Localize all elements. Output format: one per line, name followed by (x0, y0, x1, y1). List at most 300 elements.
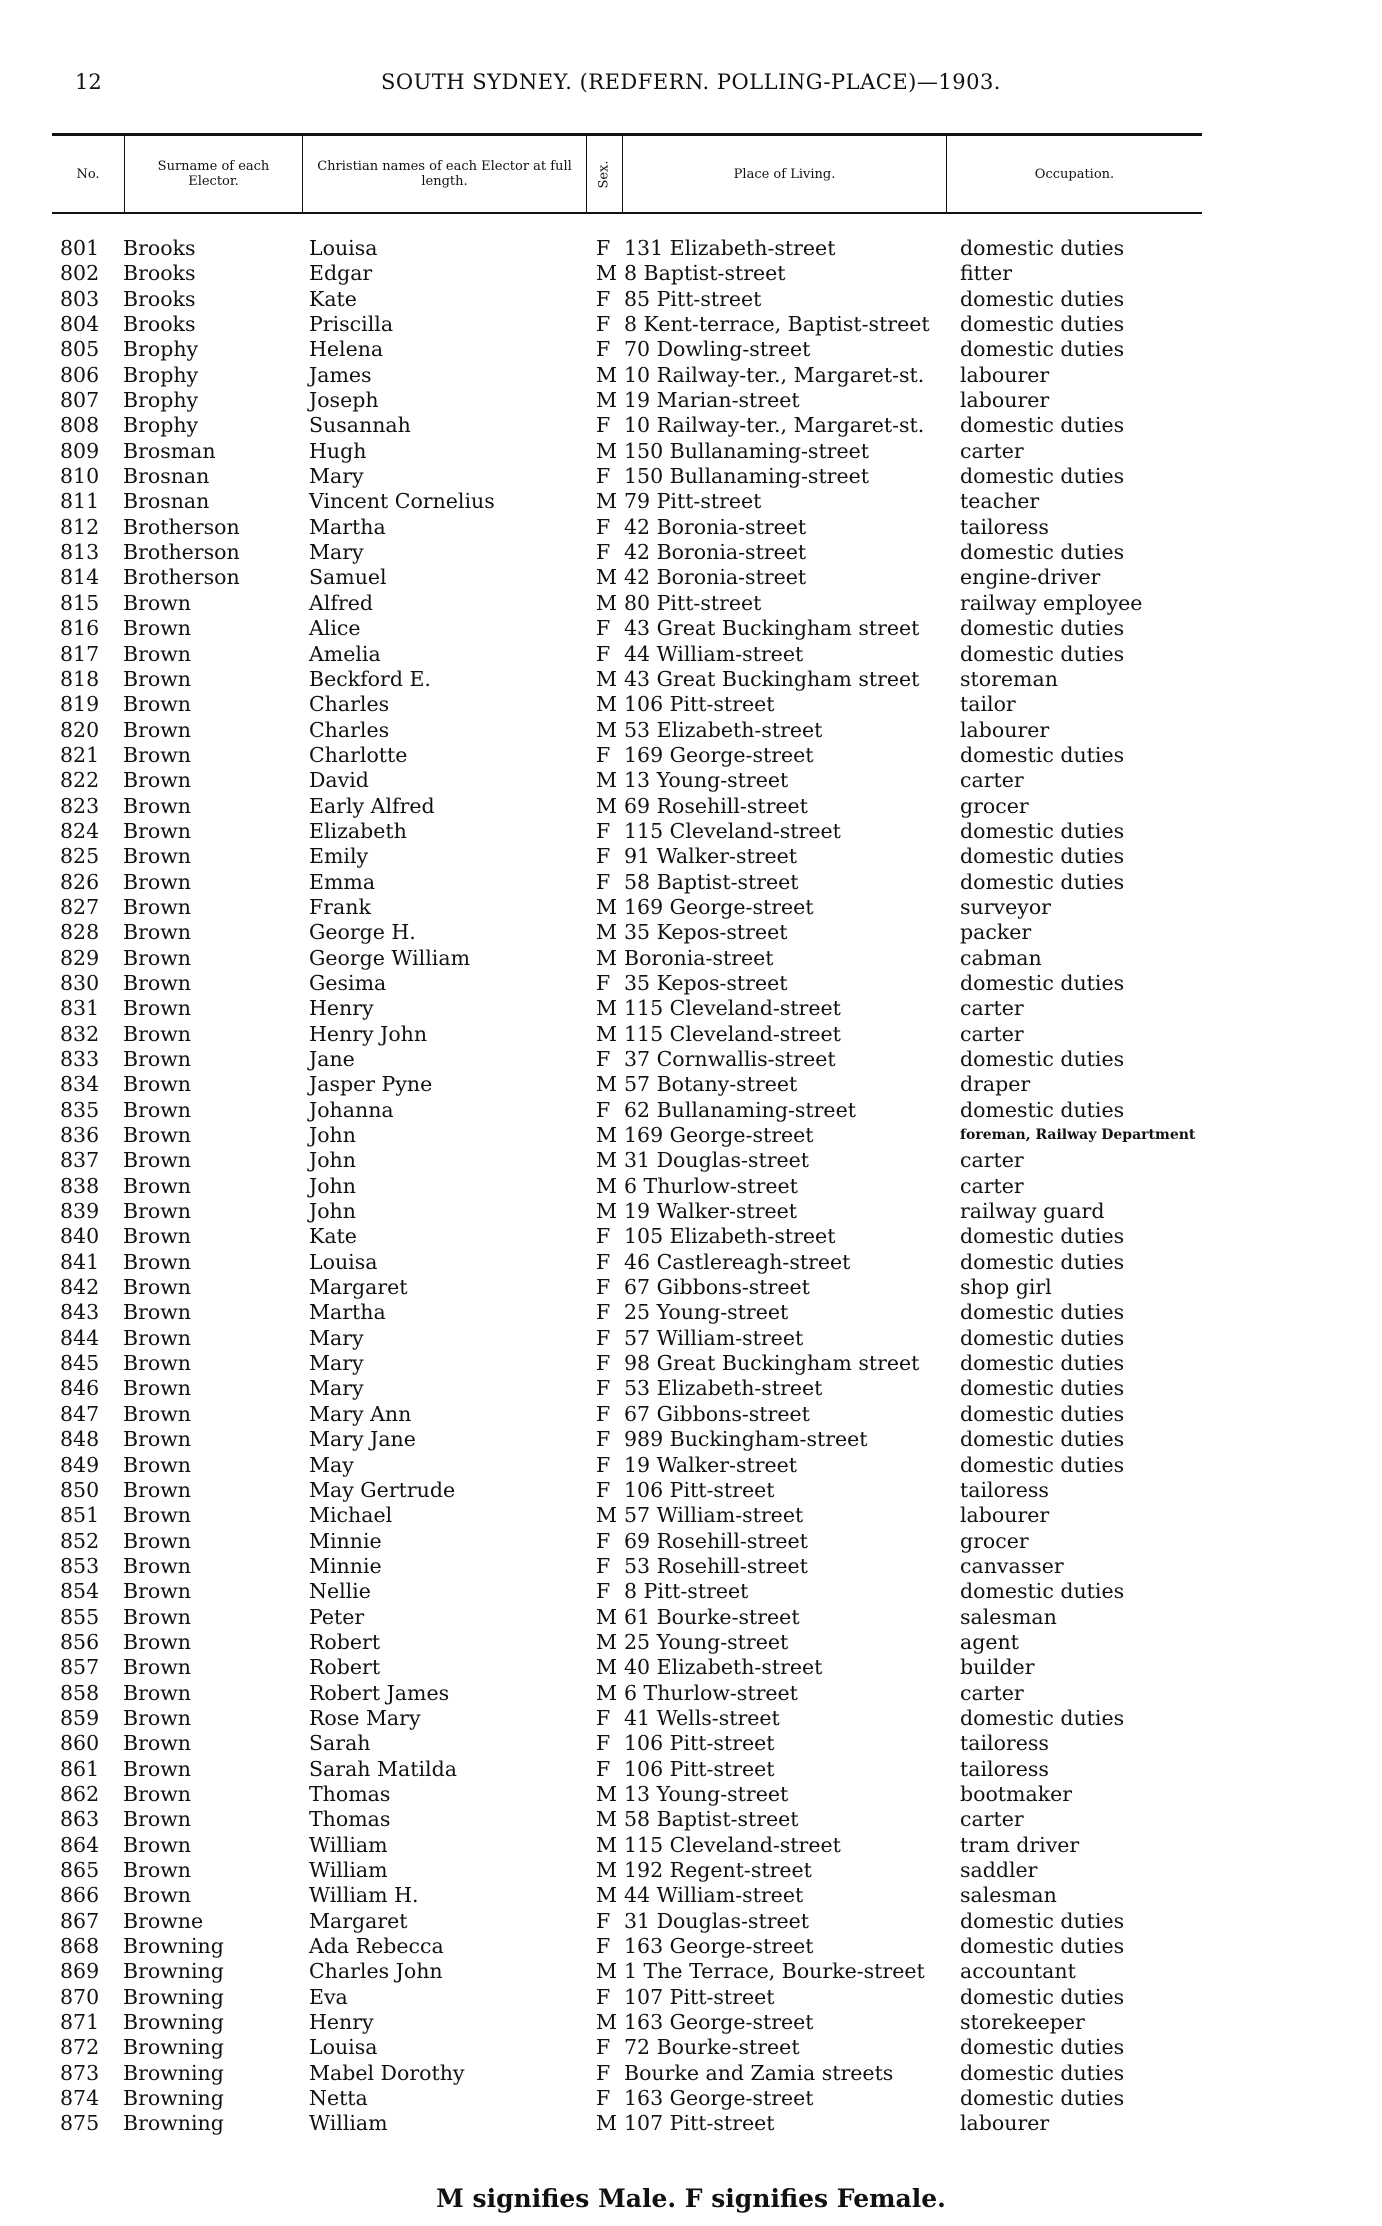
surname: Brophy (123, 337, 199, 362)
place-of-living: 35 Kepos-street (624, 970, 788, 995)
occupation: domestic duties (960, 1224, 1125, 1249)
christian-names: Louisa (309, 236, 378, 260)
occupation: carter (960, 438, 1024, 463)
place-of-living: 150 Bullanaming-street (624, 464, 869, 489)
occupation: tailoress (960, 1477, 1049, 1502)
christian-names: Margaret (309, 1908, 408, 1933)
sex: F (596, 1528, 611, 1553)
christian-names: Margaret (309, 1275, 408, 1300)
header-occupation: Occupation. (946, 136, 1202, 212)
table-row (0, 1909, 1382, 1934)
table-row (0, 1529, 1382, 1554)
surname: Brown (123, 1604, 191, 1629)
occupation: domestic duties (960, 337, 1125, 362)
sex: F (596, 1427, 611, 1452)
place-of-living: 163 George-street (624, 1934, 814, 1959)
occupation: domestic duties (960, 1427, 1125, 1452)
christian-names: Sarah Matilda (309, 1756, 457, 1781)
christian-names: William H. (309, 1883, 419, 1908)
occupation: surveyor (960, 894, 1051, 919)
place-of-living: 41 Wells-street (624, 1705, 780, 1730)
table-row (0, 844, 1382, 869)
sex: F (596, 970, 611, 995)
place-of-living: 115 Cleveland-street (624, 1021, 841, 1046)
occupation: domestic duties (960, 1705, 1125, 1730)
place-of-living: 31 Douglas-street (624, 1148, 809, 1173)
place-of-living: 163 George-street (624, 2086, 814, 2111)
surname: Brown (123, 1452, 191, 1477)
elector-number: 828 (60, 920, 100, 945)
elector-number: 803 (60, 286, 100, 311)
elector-number: 825 (60, 844, 100, 869)
christian-names: Elizabeth (309, 818, 407, 843)
sex: M (596, 1629, 617, 1654)
surname: Browning (123, 2086, 224, 2111)
sex: M (596, 1680, 617, 1705)
table-row (0, 895, 1382, 920)
christian-names: Michael (309, 1503, 393, 1528)
place-of-living: 107 Pitt-street (624, 2111, 775, 2136)
table-row (0, 2035, 1382, 2060)
elector-number: 806 (60, 362, 100, 387)
occupation: labourer (960, 717, 1050, 742)
elector-number: 863 (60, 1807, 100, 1832)
occupation: domestic duties (960, 1908, 1125, 1933)
surname: Brooks (123, 236, 196, 260)
occupation: domestic duties (960, 1097, 1125, 1122)
sex: F (596, 1579, 611, 1604)
elector-number: 816 (60, 616, 100, 641)
occupation: foreman, Railway Department (960, 1127, 1196, 1144)
occupation: salesman (960, 1604, 1057, 1629)
surname: Brown (123, 717, 191, 742)
surname: Browning (123, 2111, 224, 2136)
christian-names: Vincent Cornelius (309, 489, 495, 514)
sex: F (596, 1097, 611, 1122)
elector-number: 812 (60, 514, 100, 539)
place-of-living: 85 Pitt-street (624, 286, 762, 311)
elector-number: 857 (60, 1655, 100, 1680)
table-row (0, 540, 1382, 565)
place-of-living: 10 Railway-ter., Margaret-st. (624, 362, 925, 387)
table-row (0, 971, 1382, 996)
place-of-living: 44 William-street (624, 1883, 804, 1908)
place-of-living: 192 Regent-street (624, 1858, 812, 1882)
surname: Brown (123, 970, 191, 995)
sex: F (596, 1908, 611, 1933)
sex: M (596, 717, 617, 742)
elector-number: 826 (60, 869, 100, 894)
table-row (0, 439, 1382, 464)
sex: M (596, 1604, 617, 1629)
christian-names: Minnie (309, 1528, 382, 1553)
table-row (0, 642, 1382, 667)
table-row (0, 1883, 1382, 1908)
christian-names: George William (309, 945, 471, 970)
place-of-living: 44 William-street (624, 641, 804, 666)
sex: F (596, 1275, 611, 1300)
christian-names: Emily (309, 844, 369, 869)
christian-names: Sarah (309, 1731, 371, 1756)
place-of-living: 91 Walker-street (624, 844, 798, 869)
surname: Browning (123, 1959, 224, 1984)
christian-names: Samuel (309, 565, 387, 590)
surname: Brown (123, 1300, 191, 1325)
table-row (0, 2010, 1382, 2035)
table-row (0, 1402, 1382, 1427)
table-row (0, 718, 1382, 743)
elector-number: 842 (60, 1275, 100, 1300)
elector-number: 853 (60, 1553, 100, 1578)
place-of-living: 106 Pitt-street (624, 1477, 775, 1502)
christian-names: Charlotte (309, 742, 408, 767)
surname: Brown (123, 1123, 191, 1148)
christian-names: Beckford E. (309, 666, 431, 691)
elector-number: 843 (60, 1300, 100, 1325)
place-of-living: 8 Kent-terrace, Baptist-street (624, 312, 930, 337)
table-row (0, 1174, 1382, 1199)
sex: M (596, 1781, 617, 1806)
surname: Brown (123, 768, 191, 793)
surname: Brown (123, 844, 191, 869)
occupation: domestic duties (960, 869, 1125, 894)
place-of-living: 31 Douglas-street (624, 1908, 809, 1933)
elector-number: 817 (60, 641, 100, 666)
place-of-living: 53 Elizabeth-street (624, 1376, 823, 1401)
surname: Brown (123, 1629, 191, 1654)
elector-number: 804 (60, 312, 100, 337)
surname: Brown (123, 641, 191, 666)
christian-names: Eva (309, 1984, 348, 2009)
elector-number: 859 (60, 1705, 100, 1730)
elector-number: 821 (60, 742, 100, 767)
christian-names: Martha (309, 1300, 386, 1325)
occupation: domestic duties (960, 1376, 1125, 1401)
occupation: domestic duties (960, 818, 1125, 843)
elector-number: 801 (60, 236, 100, 260)
surname: Brown (123, 869, 191, 894)
place-of-living: 58 Baptist-street (624, 1807, 799, 1832)
occupation: domestic duties (960, 970, 1125, 995)
surname: Brooks (123, 312, 196, 337)
place-of-living: 46 Castlereagh-street (624, 1249, 851, 1274)
sex: M (596, 1199, 617, 1224)
occupation: domestic duties (960, 413, 1125, 438)
surname: Brown (123, 1503, 191, 1528)
occupation: grocer (960, 1528, 1029, 1553)
place-of-living: 1 The Terrace, Bourke-street (624, 1959, 925, 1984)
table-row (0, 1098, 1382, 1123)
christian-names: Jasper Pyne (309, 1072, 433, 1097)
elector-number: 819 (60, 692, 100, 717)
elector-number: 830 (60, 970, 100, 995)
sex: F (596, 1300, 611, 1325)
place-of-living: 115 Cleveland-street (624, 996, 841, 1021)
table-row (0, 1579, 1382, 1604)
elector-number: 822 (60, 768, 100, 793)
surname: Brown (123, 590, 191, 615)
place-of-living: 57 William-street (624, 1503, 804, 1528)
place-of-living: 106 Pitt-street (624, 1756, 775, 1781)
sex: F (596, 1351, 611, 1376)
surname: Brown (123, 616, 191, 641)
sex: F (596, 1224, 611, 1249)
elector-number: 805 (60, 337, 100, 362)
table-row (0, 1605, 1382, 1630)
elector-number: 846 (60, 1376, 100, 1401)
christian-names: Susannah (309, 413, 411, 438)
table-row (0, 1985, 1382, 2010)
table-row (0, 1782, 1382, 1807)
sex: M (596, 1832, 617, 1857)
table-row (0, 616, 1382, 641)
place-of-living: 61 Bourke-street (624, 1604, 800, 1629)
christian-names: Henry (309, 2010, 374, 2035)
sex: F (596, 413, 611, 438)
table-row (0, 312, 1382, 337)
surname: Brown (123, 742, 191, 767)
place-of-living: 131 Elizabeth-street (624, 236, 836, 260)
table-row (0, 1934, 1382, 1959)
sex: F (596, 540, 611, 565)
surname: Brown (123, 1148, 191, 1173)
surname: Brown (123, 1199, 191, 1224)
table-row (0, 667, 1382, 692)
table-row (0, 236, 1382, 261)
elector-number: 827 (60, 894, 100, 919)
table-row (0, 1072, 1382, 1097)
occupation: carter (960, 996, 1024, 1021)
table-row (0, 591, 1382, 616)
elector-number: 851 (60, 1503, 100, 1528)
elector-number: 824 (60, 818, 100, 843)
elector-number: 867 (60, 1908, 100, 1933)
christian-names: John (309, 1173, 356, 1198)
surname: Brown (123, 793, 191, 818)
occupation: agent (960, 1629, 1019, 1654)
table-row (0, 1453, 1382, 1478)
occupation: domestic duties (960, 312, 1125, 337)
elector-number: 850 (60, 1477, 100, 1502)
occupation: domestic duties (960, 286, 1125, 311)
occupation: domestic duties (960, 641, 1125, 666)
occupation: carter (960, 1807, 1024, 1832)
surname: Browning (123, 2010, 224, 2035)
surname: Brophy (123, 362, 199, 387)
header-christian-names: Christian names of each Elector at full length. (302, 136, 586, 212)
elector-number: 815 (60, 590, 100, 615)
elector-number: 874 (60, 2086, 100, 2111)
christian-names: Charles John (309, 1959, 443, 1984)
surname: Brown (123, 1756, 191, 1781)
christian-names: William (309, 2111, 388, 2136)
occupation: domestic duties (960, 236, 1125, 260)
table-row (0, 1757, 1382, 1782)
table-row (0, 870, 1382, 895)
sex: F (596, 641, 611, 666)
sex: M (596, 1123, 617, 1148)
surname: Brophy (123, 413, 199, 438)
sex: M (596, 489, 617, 514)
christian-names: Robert (309, 1655, 381, 1680)
sex: M (596, 1148, 617, 1173)
christian-names: Early Alfred (309, 793, 435, 818)
christian-names: Alfred (309, 590, 374, 615)
occupation: tram driver (960, 1832, 1080, 1857)
christian-names: Robert (309, 1629, 381, 1654)
table-row (0, 743, 1382, 768)
surname: Brown (123, 1351, 191, 1376)
sex: M (596, 438, 617, 463)
place-of-living: 67 Gibbons-street (624, 1275, 810, 1300)
elector-number: 858 (60, 1680, 100, 1705)
place-of-living: 19 Marian-street (624, 388, 800, 413)
table-row (0, 1503, 1382, 1528)
christian-names: Mabel Dorothy (309, 2060, 465, 2085)
table-row (0, 1833, 1382, 1858)
occupation: domestic duties (960, 1579, 1125, 1604)
christian-names: Hugh (309, 438, 367, 463)
elector-number: 829 (60, 945, 100, 970)
occupation: saddler (960, 1858, 1038, 1882)
christian-names: Thomas (309, 1807, 391, 1832)
occupation: grocer (960, 793, 1029, 818)
christian-names: Rose Mary (309, 1705, 421, 1730)
table-row (0, 996, 1382, 1021)
table-row (0, 1427, 1382, 1452)
occupation: domestic duties (960, 1249, 1125, 1274)
table-row (0, 1655, 1382, 1680)
place-of-living: 79 Pitt-street (624, 489, 762, 514)
christian-names: Louisa (309, 1249, 378, 1274)
elector-number: 807 (60, 388, 100, 413)
occupation: domestic duties (960, 1300, 1125, 1325)
elector-number: 856 (60, 1629, 100, 1654)
sex: F (596, 1756, 611, 1781)
sex: F (596, 514, 611, 539)
elector-number: 869 (60, 1959, 100, 1984)
sex: F (596, 869, 611, 894)
place-of-living: 37 Cornwallis-street (624, 1047, 836, 1071)
elector-number: 873 (60, 2060, 100, 2085)
christian-names: May (309, 1452, 354, 1477)
sex: F (596, 818, 611, 843)
elector-number: 866 (60, 1883, 100, 1908)
place-of-living: 58 Baptist-street (624, 869, 799, 894)
place-of-living: 57 Botany-street (624, 1072, 798, 1097)
place-of-living: 169 George-street (624, 1123, 814, 1148)
sex: M (596, 1883, 617, 1908)
elector-number: 838 (60, 1173, 100, 1198)
occupation: accountant (960, 1959, 1076, 1984)
sex: F (596, 464, 611, 489)
place-of-living: 19 Walker-street (624, 1199, 798, 1224)
header-sex: Sex. (586, 136, 622, 212)
occupation: canvasser (960, 1553, 1064, 1578)
sex: M (596, 565, 617, 590)
occupation: domestic duties (960, 2035, 1125, 2060)
table-row (0, 287, 1382, 312)
christian-names: Mary (309, 1325, 364, 1350)
occupation: labourer (960, 388, 1050, 413)
occupation: tailor (960, 692, 1016, 717)
sex: M (596, 666, 617, 691)
surname: Brosnan (123, 489, 210, 514)
surname: Brown (123, 1528, 191, 1553)
sex: M (596, 1072, 617, 1097)
place-of-living: 53 Elizabeth-street (624, 717, 823, 742)
christian-names: Henry John (309, 1021, 428, 1046)
surname: Brophy (123, 388, 199, 413)
christian-names: Mary (309, 464, 364, 489)
table-row (0, 920, 1382, 945)
occupation: tailoress (960, 1731, 1049, 1756)
occupation: shop girl (960, 1275, 1052, 1300)
occupation: carter (960, 1021, 1024, 1046)
sex: F (596, 1376, 611, 1401)
occupation: draper (960, 1072, 1031, 1097)
table-row (0, 1047, 1382, 1072)
surname: Browne (123, 1908, 204, 1933)
christian-names: Alice (309, 616, 361, 641)
surname: Brown (123, 920, 191, 945)
surname: Browning (123, 2060, 224, 2085)
surname: Brooks (123, 286, 196, 311)
surname: Brown (123, 1325, 191, 1350)
place-of-living: 70 Dowling-street (624, 337, 811, 362)
place-of-living: 69 Rosehill-street (624, 793, 808, 818)
place-of-living: 98 Great Buckingham street (624, 1351, 920, 1376)
christian-names: Louisa (309, 2035, 378, 2060)
surname: Brown (123, 1807, 191, 1832)
elector-number: 811 (60, 489, 100, 514)
table-row (0, 768, 1382, 793)
occupation: storekeeper (960, 2010, 1085, 2035)
elector-number: 865 (60, 1858, 100, 1882)
place-of-living: 169 George-street (624, 742, 814, 767)
occupation: labourer (960, 2111, 1050, 2136)
christian-names: David (309, 768, 369, 793)
sex: F (596, 844, 611, 869)
occupation: domestic duties (960, 1452, 1125, 1477)
christian-names: Jane (309, 1047, 355, 1071)
surname: Brown (123, 1224, 191, 1249)
surname: Brown (123, 1731, 191, 1756)
elector-number: 834 (60, 1072, 100, 1097)
elector-number: 848 (60, 1427, 100, 1452)
table-row (0, 2086, 1382, 2111)
elector-number: 868 (60, 1934, 100, 1959)
table-row (0, 2061, 1382, 2086)
sex: M (596, 920, 617, 945)
christian-names: Joseph (309, 388, 379, 413)
christian-names: Frank (309, 894, 371, 919)
elector-number: 823 (60, 793, 100, 818)
place-of-living: Bourke and Zamia streets (624, 2060, 894, 2085)
occupation: tailoress (960, 514, 1049, 539)
table-row (0, 515, 1382, 540)
christian-names: William (309, 1858, 388, 1882)
sex: M (596, 996, 617, 1021)
sex: M (596, 945, 617, 970)
sex: M (596, 261, 617, 286)
place-of-living: 43 Great Buckingham street (624, 616, 920, 641)
occupation: packer (960, 920, 1032, 945)
place-of-living: 8 Pitt-street (624, 1579, 749, 1604)
elector-number: 841 (60, 1249, 100, 1274)
place-of-living: 35 Kepos-street (624, 920, 788, 945)
surname: Brown (123, 818, 191, 843)
